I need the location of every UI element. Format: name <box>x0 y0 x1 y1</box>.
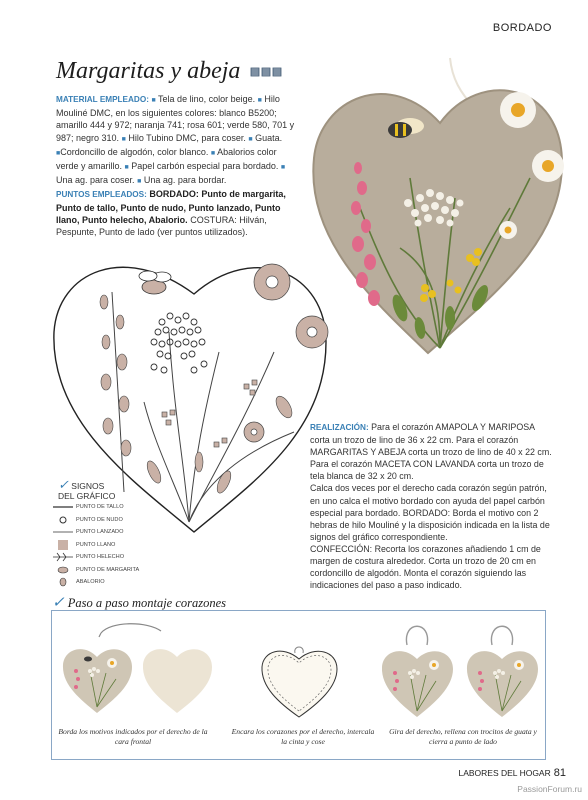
thread-spools-icon <box>250 66 284 78</box>
stem-stitch-icon <box>52 502 74 512</box>
step-caption: Borda los motivos indicados por el derecho de la cara frontal <box>58 727 208 746</box>
page-title <box>56 58 284 85</box>
step-plain-heart-image <box>140 641 215 716</box>
check-icon: ✓ <box>58 477 69 492</box>
magazine-name: LABORES DEL HOGAR <box>458 768 551 778</box>
step-embroidered-heart-image <box>60 641 135 716</box>
bullet-icon: ■ <box>56 149 61 157</box>
legend-row: PUNTO LLANO <box>52 539 162 552</box>
instructions-block <box>310 421 555 591</box>
materials-block <box>56 93 301 238</box>
page-footer <box>458 767 566 779</box>
instructions-label: REALIZACIÓN: <box>310 423 369 432</box>
bullet-icon: ■ <box>210 149 216 157</box>
bead-icon <box>52 577 74 587</box>
step-filled-heart-image <box>377 615 457 720</box>
materials-label: MATERIAL EMPLEADO: <box>56 95 149 104</box>
step-finished-heart-image <box>462 615 542 720</box>
step-sewn-heart-image <box>257 641 342 721</box>
legend-row: PUNTO DE NUDO <box>52 514 162 527</box>
title-text: Margaritas y abeja <box>56 58 241 84</box>
legend-title-line1: SIGNOS <box>71 481 105 491</box>
check-icon: ✓ <box>52 595 65 611</box>
step-caption: Gira del derecho, rellena con trocitos de guata y cierra a punto de lado <box>389 727 537 746</box>
stitches-embroidery: BORDADO: Punto de margarita, Punto de tallo, Punto de nudo, Punto lanzado, Punto llano, Punto helecho, Abalorio. <box>56 189 286 225</box>
step-caption: Encara los corazones por el derecho, intercala la cinta y cose <box>231 727 375 746</box>
fern-stitch-icon <box>52 552 74 562</box>
straight-stitch-icon <box>52 527 74 537</box>
embroidered-heart-photo <box>300 48 570 368</box>
material-item: Guata. <box>255 132 283 143</box>
instructions-p1: Para el corazón AMAPOLA Y MARIPOSA corta un trozo de lino de 36 x 22 cm. Para el corazón MARGARITAS Y ABEJA corta un trozo de lino de 40 x 22 cm. Para el corazón MACETA CON LAVANDA corta un trozo de tela blanca de 32 x 20 cm. <box>310 422 552 482</box>
stitches-label: PUNTOS EMPLEADOS: <box>56 190 147 200</box>
legend-row: ABALORIO <box>52 576 162 589</box>
bullet-icon: ■ <box>257 97 262 104</box>
page-number: 81 <box>553 767 566 779</box>
material-item: Una ag. para bordar. <box>143 175 227 186</box>
satin-stitch-icon <box>52 540 74 550</box>
steps-title: ✓ Paso a paso montaje corazones <box>52 595 227 611</box>
instructions-p2: Calca dos veces por el derecho cada corazón según patrón, en uno calca el motivo bordado con ayuda del papel carbón especial para bordado. BORDADO: Borda el motivo con 2 hebras de hilo Mouliné y la disposición indicada en la lista de signos del gráfico correspondiente. <box>310 483 550 542</box>
material-item: Hilo Mouliné DMC, en los siguientes colores: blanco B5200; amarillo 444 y 972; naranja 741; rosa 601; verde 580, 701 y 987; negro 310. <box>56 94 295 143</box>
bullet-icon: ■ <box>280 164 286 172</box>
chart-legend <box>52 477 162 589</box>
stitches-note: (ver puntos utilizados). <box>157 227 248 238</box>
legend-row: PUNTO HELECHO <box>52 551 162 564</box>
french-knot-icon <box>52 515 74 525</box>
material-item: Abalorios color verde y amarillo. <box>56 146 277 172</box>
bullet-icon: ■ <box>151 97 156 104</box>
bullet-icon: ■ <box>248 135 253 143</box>
stitches-sewing: COSTURA: Hilván, Pespunte, Punto de lado <box>56 214 267 238</box>
lazy-daisy-icon <box>52 565 74 575</box>
steps-panel <box>51 610 546 760</box>
material-item: Hilo Tubino DMC, para coser. <box>128 132 246 143</box>
cord-icon <box>97 619 167 641</box>
material-item: Tela de lino, color beige. <box>158 94 256 104</box>
legend-row: PUNTO DE TALLO <box>52 501 162 514</box>
legend-row: PUNTO LANZADO <box>52 526 162 539</box>
bullet-icon: ■ <box>137 178 142 186</box>
material-item: Una ag. para coser. <box>56 175 135 186</box>
instructions-p3: CONFECCIÓN: Recorta los corazones añadiendo 1 cm de margen de costura alrededor. Corta un trozo de 20 cm en cordoncillo de algodón. Monta el corazón siguiendo las indicaciones del paso a paso indicado. <box>310 543 541 591</box>
material-item: Papel carbón especial para bordado. <box>131 161 279 172</box>
bullet-icon: ■ <box>124 164 129 172</box>
legend-title-line2: DEL GRÁFICO <box>58 491 116 501</box>
legend-row: PUNTO DE MARGARITA <box>52 564 162 577</box>
material-item: Cordoncillo de algodón, color blanco. <box>60 146 209 157</box>
section-tag: BORDADO <box>492 22 552 34</box>
watermark: PassionForum.ru <box>517 784 582 794</box>
bullet-icon: ■ <box>121 135 126 143</box>
